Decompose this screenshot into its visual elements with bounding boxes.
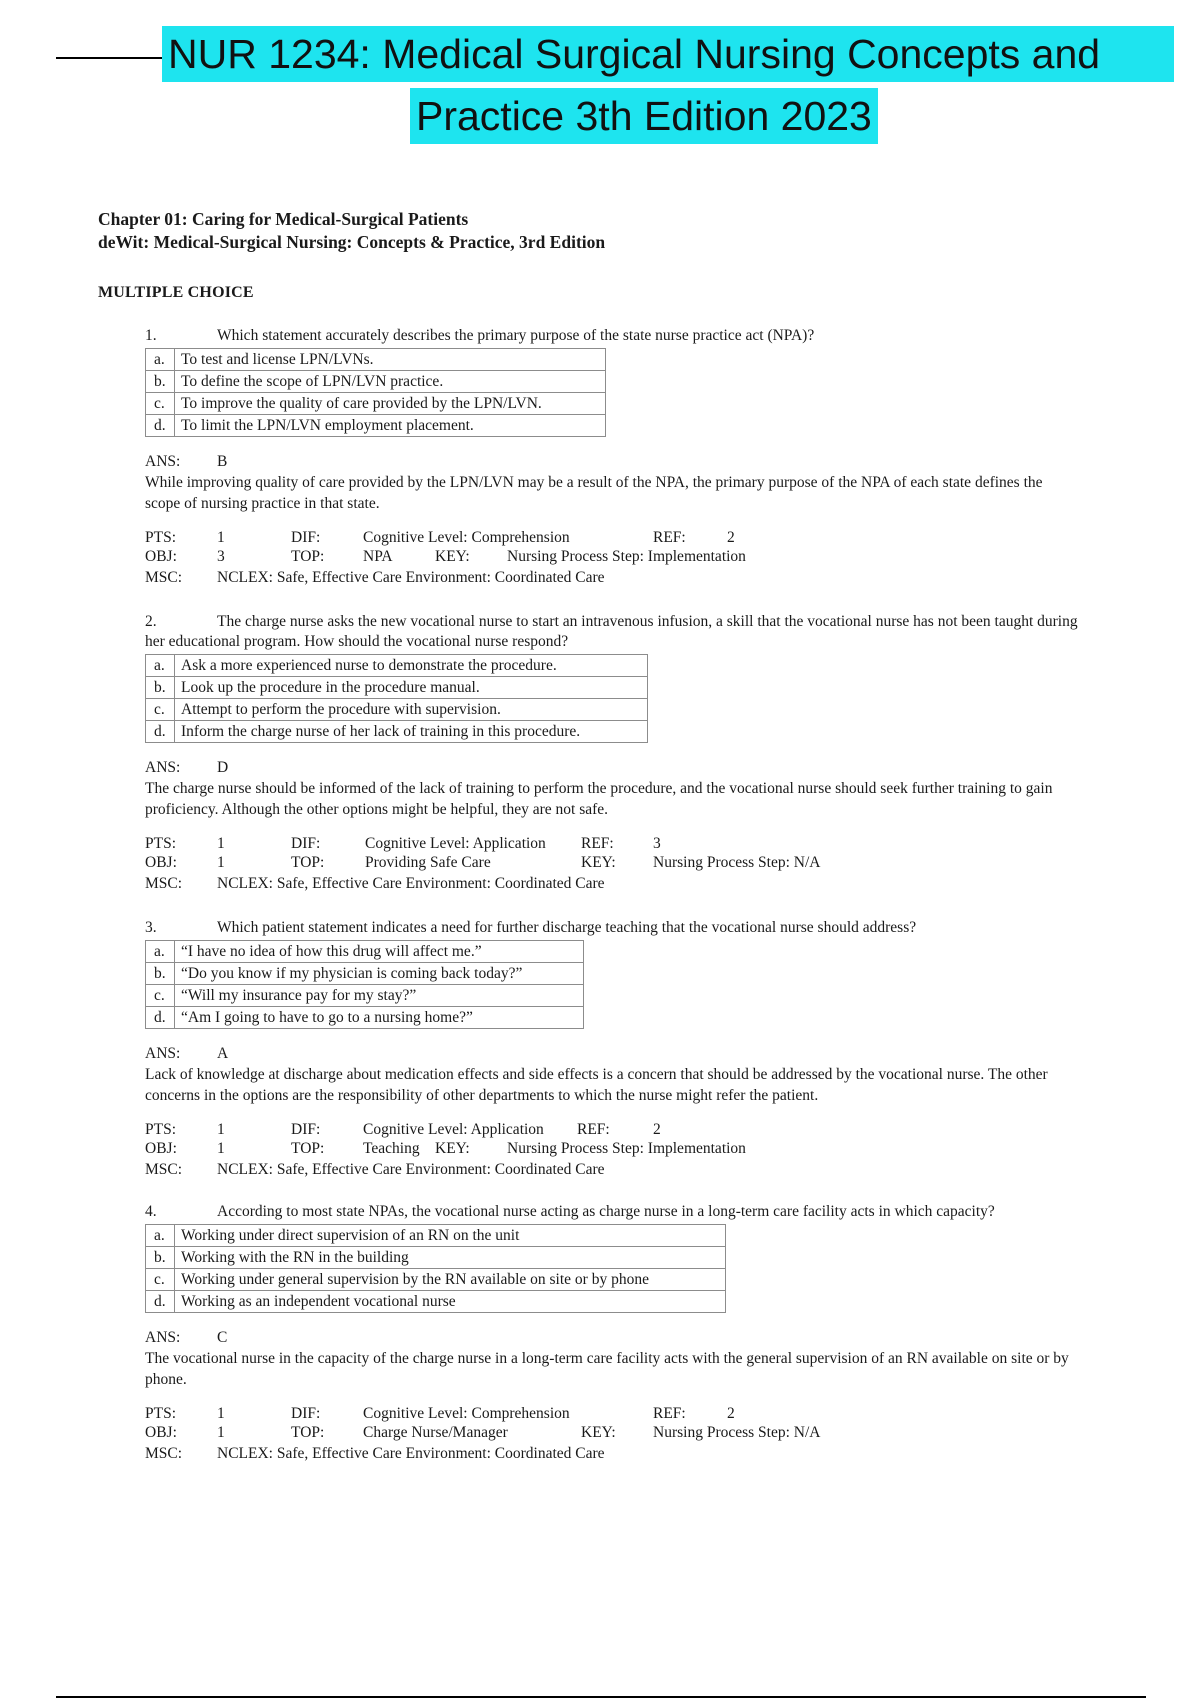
question-metadata [145, 528, 1080, 588]
answer-value: C [217, 1329, 228, 1346]
msc-value: NCLEX: Safe, Effective Care Environment: Coordinated Care [217, 1161, 605, 1178]
option-letter: c. [146, 1269, 175, 1291]
top-value: Charge Nurse/Manager [363, 1424, 508, 1441]
dif-value: Cognitive Level: Application [365, 835, 546, 852]
option-row [146, 1007, 584, 1029]
dif-value: Cognitive Level: Application [363, 1121, 544, 1138]
key-label: KEY: [435, 1140, 470, 1157]
msc-label: MSC: [145, 1445, 183, 1462]
obj-value: 1 [217, 1424, 225, 1441]
answer-value: B [217, 453, 228, 470]
key-label: KEY: [581, 1424, 616, 1441]
option-row [146, 699, 648, 721]
dif-value: Cognitive Level: Comprehension [363, 529, 570, 546]
option-row [146, 1291, 726, 1313]
obj-label: OBJ: [145, 1140, 177, 1157]
pts-value: 1 [217, 1121, 225, 1138]
answer-value: A [217, 1045, 229, 1062]
key-value: Nursing Process Step: N/A [653, 1424, 821, 1441]
key-value: Nursing Process Step: Implementation [507, 1140, 746, 1157]
ref-label: REF: [653, 529, 686, 546]
msc-label: MSC: [145, 1161, 183, 1178]
option-text: Look up the procedure in the procedure manual. [175, 677, 648, 699]
book-title: deWit: Medical-Surgical Nursing: Concepts & Practice, 3rd Edition [98, 232, 606, 252]
option-row [146, 985, 584, 1007]
key-label: KEY: [435, 548, 470, 565]
option-row [146, 677, 648, 699]
option-letter: a. [146, 941, 175, 963]
top-label: TOP: [291, 1140, 325, 1157]
dif-label: DIF: [291, 1405, 321, 1422]
dif-label: DIF: [291, 529, 321, 546]
pts-label: PTS: [145, 1405, 177, 1422]
question-text: The charge nurse asks the new vocational nurse to start an intravenous infusion, a skill that the vocational nurse has not been taught during her educational program. How should the vocational nurse respond? [145, 613, 1078, 650]
option-letter: d. [146, 1007, 175, 1029]
option-row [146, 371, 606, 393]
msc-label: MSC: [145, 875, 183, 892]
ref-label: REF: [581, 835, 614, 852]
option-text: Attempt to perform the procedure with supervision. [175, 699, 648, 721]
option-letter: c. [146, 393, 175, 415]
option-text: Working with the RN in the building [175, 1247, 726, 1269]
option-letter: a. [146, 349, 175, 371]
option-text: Working under general supervision by the RN available on site or by phone [175, 1269, 726, 1291]
top-label: TOP: [291, 1424, 325, 1441]
key-label: KEY: [581, 854, 616, 871]
option-row [146, 349, 606, 371]
rationale: The charge nurse should be informed of the lack of training to perform the procedure, and the vocational nurse should seek further training to gain proficiency. Although the other options might be helpful, they are not safe. [145, 780, 1053, 818]
option-row [146, 655, 648, 677]
question-1 [145, 326, 1080, 588]
question-stem [145, 612, 1080, 652]
option-letter: b. [146, 371, 175, 393]
option-letter: b. [146, 963, 175, 985]
obj-label: OBJ: [145, 854, 177, 871]
option-text: Working as an independent vocational nurse [175, 1291, 726, 1313]
option-text: “I have no idea of how this drug will affect me.” [175, 941, 584, 963]
question-number: 2. [145, 613, 157, 630]
key-value: Nursing Process Step: N/A [653, 854, 821, 871]
obj-label: OBJ: [145, 548, 177, 565]
ref-label: REF: [653, 1405, 686, 1422]
question-number: 1. [145, 327, 157, 344]
msc-value: NCLEX: Safe, Effective Care Environment: Coordinated Care [217, 875, 605, 892]
top-rule [56, 57, 168, 59]
dif-value: Cognitive Level: Comprehension [363, 1405, 570, 1422]
answer-label: ANS: [145, 1045, 181, 1062]
option-letter: d. [146, 415, 175, 437]
top-value: Providing Safe Care [365, 854, 491, 871]
top-label: TOP: [291, 854, 325, 871]
document-title-line-2: Practice 3th Edition 2023 [410, 88, 878, 144]
rationale: Lack of knowledge at discharge about medication effects and side effects is a concern that should be addressed by the vocational nurse. The other concerns in the options are the responsibility of other departments to which the nurse might refer the patient. [145, 1066, 1048, 1104]
option-row [146, 721, 648, 743]
question-text: Which statement accurately describes the primary purpose of the state nurse practice act (NPA)? [217, 327, 815, 344]
ref-value: 2 [727, 529, 735, 546]
chapter-title: Chapter 01: Caring for Medical-Surgical Patients [98, 209, 469, 229]
top-value: Teaching [363, 1140, 420, 1157]
option-text: Ask a more experienced nurse to demonstrate the procedure. [175, 655, 648, 677]
option-row [146, 941, 584, 963]
option-row [146, 1225, 726, 1247]
option-letter: b. [146, 1247, 175, 1269]
ref-value: 2 [727, 1405, 735, 1422]
option-letter: c. [146, 699, 175, 721]
options-table [145, 1224, 726, 1313]
pts-value: 1 [217, 1405, 225, 1422]
obj-label: OBJ: [145, 1424, 177, 1441]
option-text: “Am I going to have to go to a nursing home?” [175, 1007, 584, 1029]
answer-line [145, 1327, 1080, 1348]
option-letter: a. [146, 1225, 175, 1247]
question-2 [145, 612, 1080, 894]
option-row [146, 1247, 726, 1269]
option-letter: d. [146, 1291, 175, 1313]
dif-label: DIF: [291, 1121, 321, 1138]
question-stem [145, 1202, 1080, 1222]
chapter-heading [98, 208, 605, 254]
pts-label: PTS: [145, 835, 177, 852]
obj-value: 3 [217, 548, 225, 565]
pts-value: 1 [217, 835, 225, 852]
option-text: To define the scope of LPN/LVN practice. [175, 371, 606, 393]
pts-label: PTS: [145, 529, 177, 546]
answer-line [145, 757, 1080, 778]
question-number: 3. [145, 919, 157, 936]
options-table [145, 348, 606, 437]
question-3 [145, 918, 1080, 1180]
answer-line [145, 1043, 1080, 1064]
question-stem [145, 918, 1080, 938]
pts-label: PTS: [145, 1121, 177, 1138]
answer-label: ANS: [145, 759, 181, 776]
ref-value: 3 [653, 835, 661, 852]
rationale: While improving quality of care provided by the LPN/LVN may be a result of the NPA, the primary purpose of the NPA of each state defines the scope of nursing practice in that state. [145, 474, 1043, 512]
question-metadata [145, 1120, 1080, 1180]
top-label: TOP: [291, 548, 325, 565]
question-metadata [145, 834, 1080, 894]
question-number: 4. [145, 1203, 157, 1220]
options-table [145, 940, 584, 1029]
option-text: “Do you know if my physician is coming back today?” [175, 963, 584, 985]
answer-line [145, 451, 1080, 472]
section-label: MULTIPLE CHOICE [98, 284, 254, 301]
option-row [146, 415, 606, 437]
ref-label: REF: [577, 1121, 610, 1138]
option-row [146, 393, 606, 415]
option-letter: d. [146, 721, 175, 743]
option-letter: c. [146, 985, 175, 1007]
option-text: Working under direct supervision of an RN on the unit [175, 1225, 726, 1247]
msc-label: MSC: [145, 569, 183, 586]
option-text: To limit the LPN/LVN employment placement. [175, 415, 606, 437]
obj-value: 1 [217, 854, 225, 871]
answer-label: ANS: [145, 453, 181, 470]
answer-label: ANS: [145, 1329, 181, 1346]
options-table [145, 654, 648, 743]
option-text: To improve the quality of care provided by the LPN/LVN. [175, 393, 606, 415]
option-letter: b. [146, 677, 175, 699]
option-text: To test and license LPN/LVNs. [175, 349, 606, 371]
question-metadata [145, 1404, 1080, 1464]
msc-value: NCLEX: Safe, Effective Care Environment: Coordinated Care [217, 1445, 605, 1462]
question-text: According to most state NPAs, the vocational nurse acting as charge nurse in a long-term care facility acts in which capacity? [217, 1203, 995, 1220]
msc-value: NCLEX: Safe, Effective Care Environment: Coordinated Care [217, 569, 605, 586]
document-title-line-1: NUR 1234: Medical Surgical Nursing Concepts and [162, 26, 1174, 82]
obj-value: 1 [217, 1140, 225, 1157]
ref-value: 2 [653, 1121, 661, 1138]
option-letter: a. [146, 655, 175, 677]
bottom-rule [56, 1696, 1146, 1698]
answer-value: D [217, 759, 229, 776]
pts-value: 1 [217, 529, 225, 546]
key-value: Nursing Process Step: Implementation [507, 548, 746, 565]
dif-label: DIF: [291, 835, 321, 852]
question-stem [145, 326, 1080, 346]
question-4 [145, 1202, 1080, 1464]
option-row [146, 963, 584, 985]
top-value: NPA [363, 548, 393, 565]
rationale: The vocational nurse in the capacity of the charge nurse in a long-term care facility acts with the general supervision of an RN available on site or by phone. [145, 1350, 1069, 1388]
option-text: “Will my insurance pay for my stay?” [175, 985, 584, 1007]
option-row [146, 1269, 726, 1291]
question-text: Which patient statement indicates a need for further discharge teaching that the vocational nurse should address? [217, 919, 917, 936]
option-text: Inform the charge nurse of her lack of training in this procedure. [175, 721, 648, 743]
